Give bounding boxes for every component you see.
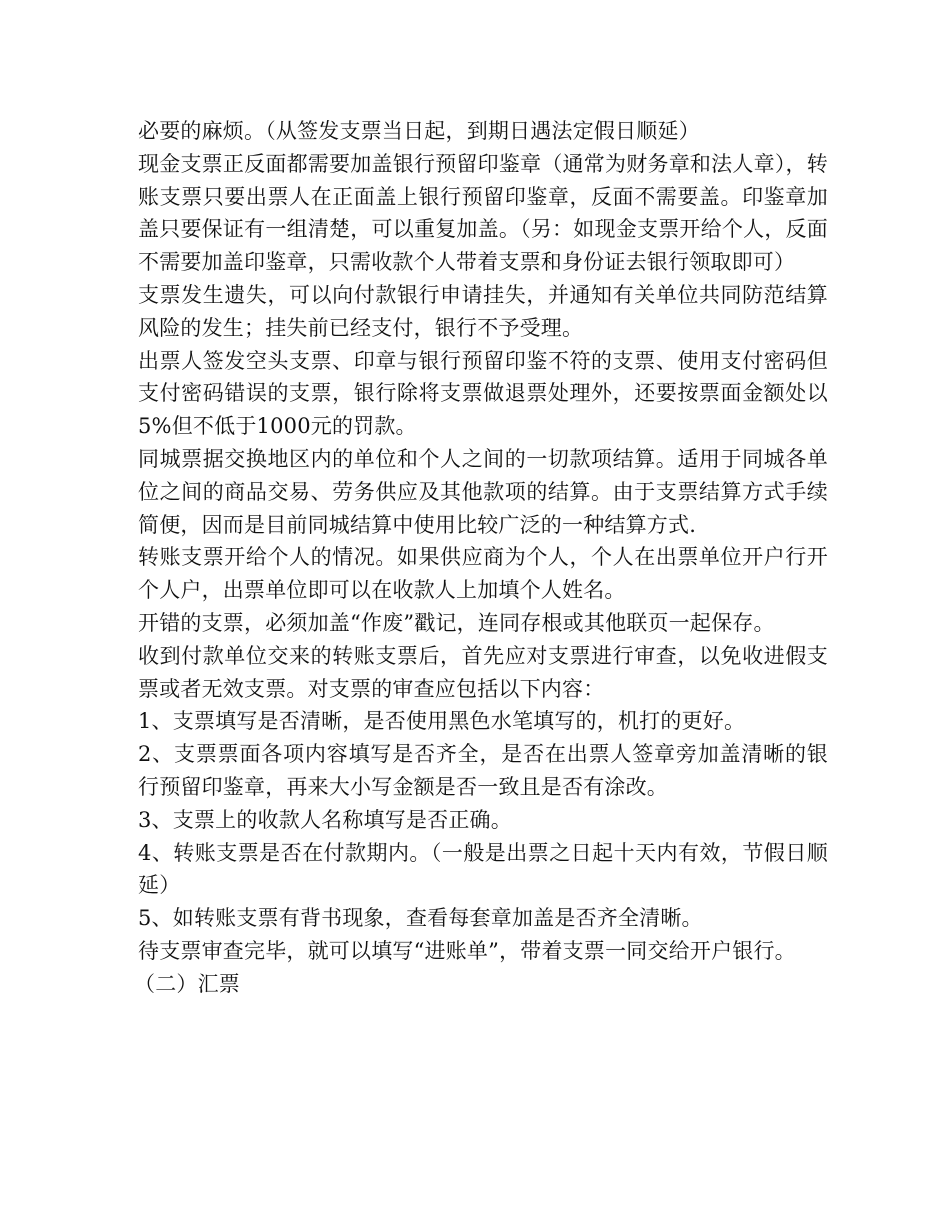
paragraph-8: 收到付款单位交来的转账支票后，首先应对支票进行审查，以免收进假支票或者无效支票。对支票的审查应包括以下内容： bbox=[138, 643, 828, 701]
checklist-item-4: 4、转账支票是否在付款期内。（一般是出票之日起十天内有效，节假日顺延） bbox=[138, 840, 828, 898]
paragraph-3: 支票发生遗失，可以向付款银行申请挂失，并通知有关单位共同防范结算风险的发生；挂失前已经支付，银行不予受理。 bbox=[138, 282, 828, 340]
paragraph-9: 待支票审查完毕，就可以填写“进账单”，带着支票一同交给开户银行。 bbox=[138, 938, 796, 963]
paragraph-7: 开错的支票，必须加盖“作废”戳记，连同存根或其他联页一起保存。 bbox=[138, 610, 775, 635]
section-heading: （二）汇票 bbox=[134, 971, 240, 996]
paragraph-1: 必要的麻烦。（从签发支票当日起，到期日遇法定假日顺延） bbox=[138, 119, 700, 143]
paragraph-2: 现金支票正反面都需要加盖银行预留印鉴章（通常为财务章和法人章），转账支票只要出票人在正面盖上银行预留印鉴章，反面不需要盖。印鉴章加盖只要保证有一组清楚，可以重复加盖。（另：如现金支票开给个人，反面不需要加盖印鉴章，只需收款个人带着支票和身份证去银行领取即可） bbox=[138, 151, 828, 275]
paragraph-6: 转账支票开给个人的情况。如果供应商为个人，个人在出票单位开户行开个人户，出票单位即可以在收款人上加填个人姓名。 bbox=[138, 545, 828, 603]
document-body bbox=[134, 115, 828, 1001]
checklist-item-5: 5、如转账支票有背书现象，查看每套章加盖是否齐全清晰。 bbox=[138, 906, 703, 931]
checklist-item-2: 2、支票票面各项内容填写是否齐全，是否在出票人签章旁加盖清晰的银行预留印鉴章，再来大小写金额是否一致且是否有涂改。 bbox=[138, 742, 828, 799]
checklist-item-1: 1、支票填写是否清晰，是否使用黑色水笔填写的，机打的更好。 bbox=[138, 709, 746, 734]
paragraph-4: 出票人签发空头支票、印章与银行预留印鉴不符的支票、使用支付密码但支付密码错误的支票，银行除将支票做退票处理外，还要按票面金额处以5%但不低于1000元的罚款。 bbox=[138, 348, 828, 439]
checklist-item-3: 3、支票上的收款人名称填写是否正确。 bbox=[138, 807, 512, 832]
paragraph-5: 同城票据交换地区内的单位和个人之间的一切款项结算。适用于同城各单位之间的商品交易、劳务供应及其他款项的结算。由于支票结算方式手续简便，因而是目前同城结算中使用比较广泛的一种结算方式. bbox=[138, 446, 828, 537]
